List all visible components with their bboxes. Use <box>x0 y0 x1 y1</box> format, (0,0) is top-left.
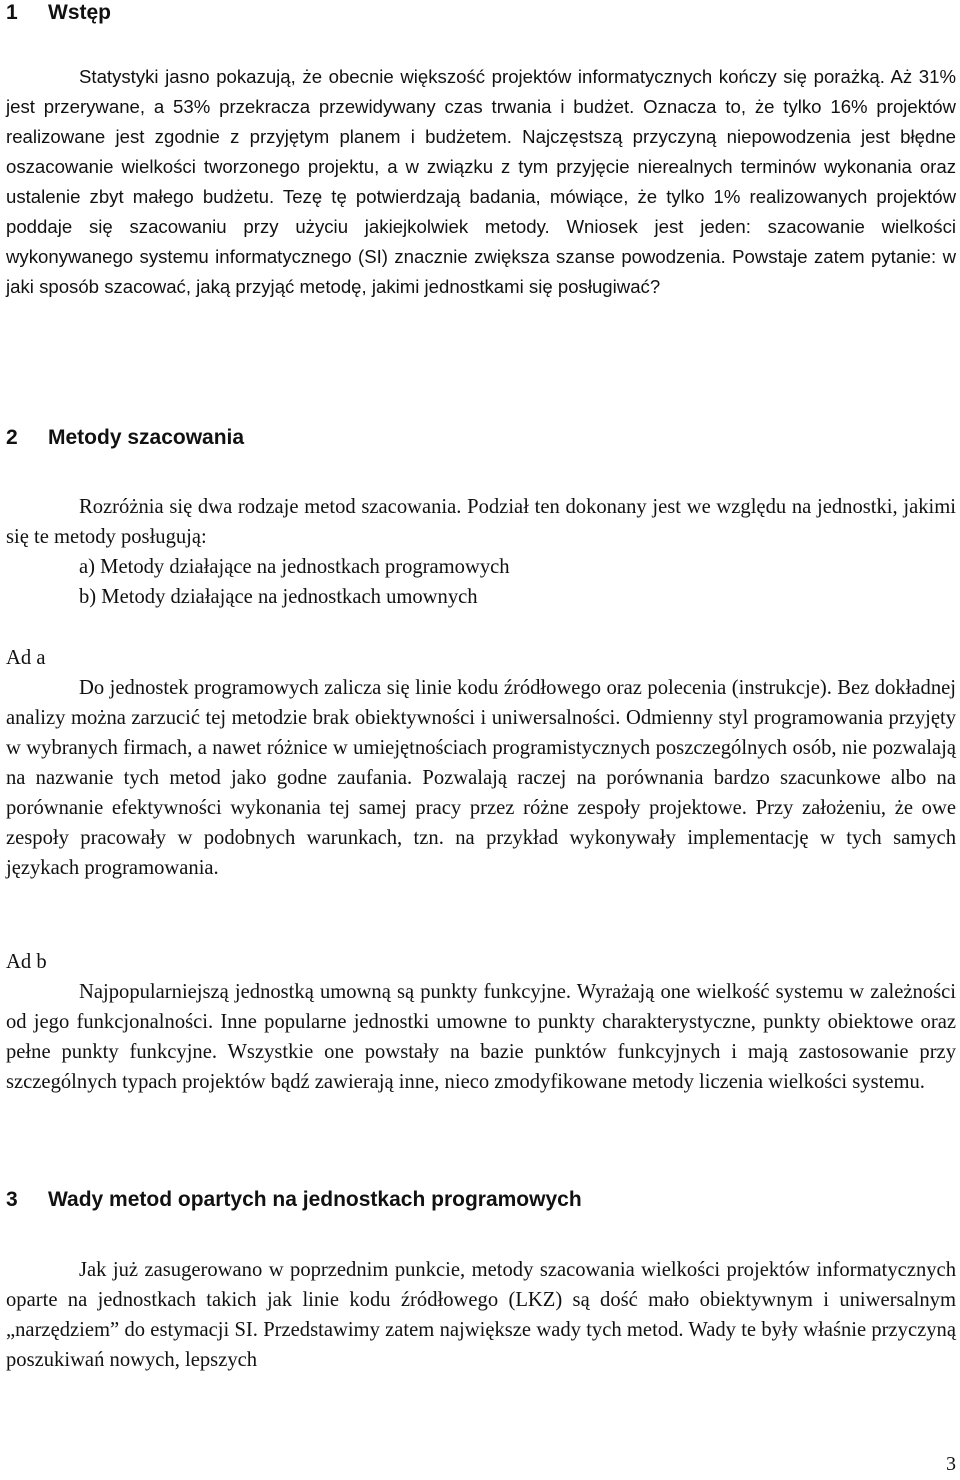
ad-b-paragraph: Najpopularniejszą jednostką umowną są punkty funkcyjne. Wyrażają one wielkość systemu w zależności od jego funkcjonalności. Inne popularne jednostki umowne to punkty charakterystyczne, punkty obiektowe oraz pełne punkty funkcyjne. Wszystkie one powstały na bazie punktów funkcyjnych i mają zastosowanie przy szczególnych typach projektów bądź zawierają inne, nieco zmodyfikowane metody liczenia wielkości systemu. <box>6 981 956 1093</box>
section-3-heading <box>6 1187 582 1213</box>
section-2-heading <box>6 425 244 451</box>
section-1-heading <box>6 0 111 26</box>
section-1-title: Wstęp <box>48 1 111 24</box>
section-2-title: Metody szacowania <box>48 426 245 449</box>
ad-b-label: Ad b <box>6 951 47 973</box>
ad-a-paragraph: Do jednostek programowych zalicza się linie kodu źródłowego oraz polecenia (instrukcje). Bez dokładnej analizy można zarzucić tej metodzie brak obiektywności i uniwersalności. Odmienny styl programowania przyjęty w wybranych firmach, a nawet różnice w umiejętnościach programistycznych poszczególnych osób, nie pozwalają na nazwanie tych metod jako godne zaufania. Pozwalają raczej na porównania bardzo szacunkowe albo na porównanie efektywności wykonania tej samej pracy przez różne zespoły projektowe. Przy założeniu, że owe zespoły pracowały w podobnych warunkach, tzn. na przykład wykonywały implementację w tych samych językach programowania. <box>6 677 956 879</box>
section-1-number: 1 <box>6 1 18 24</box>
section-1-paragraph: Statystyki jasno pokazują, że obecnie większość projektów informatycznych kończy się porażką. Aż 31% jest przerywane, a 53% przekracza przewidywany czas trwania i budżet. Oznacza to, że tylko 16% projektów realizowane jest zgodnie z przyjętym planem i budżetem. Najczęstszą przyczyną niepowodzenia jest błędne oszacowanie wielkości tworzonego projektu, a w związku z tym przyjęcie nierealnych terminów wykonania oraz ustalenie zbyt małego budżetu. Tezę tę potwierdzają badania, mówiące, że tylko 1% realizowanych projektów poddaje się szacowaniu przy użyciu jakiejkolwiek metody. Wniosek jest jeden: szacowanie wielkości wykonywanego systemu informatycznego (SI) znacznie zwiększa szanse powodzenia. Powstaje zatem pytanie: w jaki sposób szacować, jaką przyjąć metodę, jakimi jednostkami się posługiwać? <box>6 66 956 297</box>
section-2-intro: Rozróżnia się dwa rodzaje metod szacowania. Podział ten dokonany jest we względu na jednostki, jakimi się te metody posługują: <box>6 496 956 548</box>
section-3-title: Wady metod opartych na jednostkach programowych <box>48 1188 582 1211</box>
section-3-paragraph: Jak już zasugerowano w poprzednim punkcie, metody szacowania wielkości projektów informatycznych oparte na jednostkach takich jak linie kodu źródłowego (LKZ) są dość mało obiektywnym i uniwersalnym „narzędziem” do estymacji SI. Przedstawimy zatem największe wady tych metod. Wady te były właśnie przyczyną poszukiwań nowych, lepszych <box>6 1259 956 1371</box>
list-item-b: b) Metody działające na jednostkach umownych <box>79 586 478 608</box>
page-number: 3 <box>946 1453 956 1475</box>
ad-a-label: Ad a <box>6 647 46 669</box>
section-2-number: 2 <box>6 426 18 449</box>
list-item-a: a) Metody działające na jednostkach programowych <box>79 556 510 578</box>
section-3-number: 3 <box>6 1188 18 1211</box>
